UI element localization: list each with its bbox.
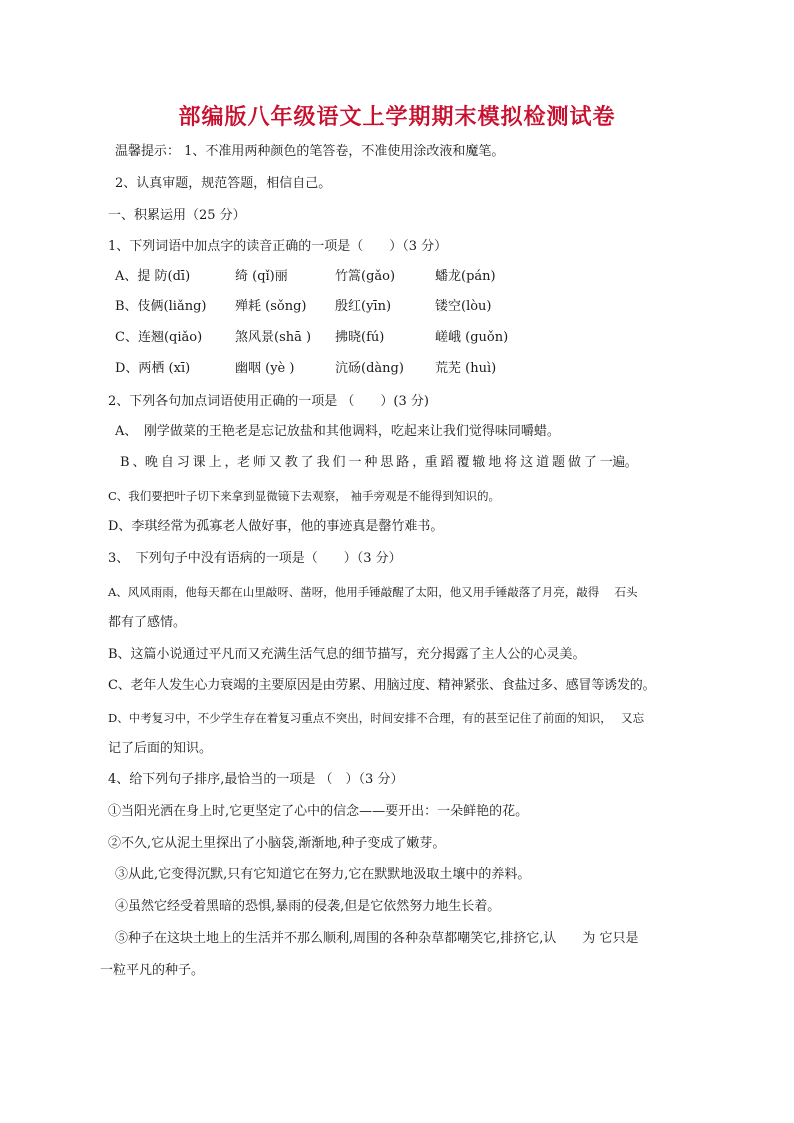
q1-a-1: A、提 防(dī) xyxy=(115,269,191,284)
q4-sentence-5-line1: ⑤种子在这块土地上的生活并不那么顺利,周围的各种杂草都嘲笑它,排挤它,认 为 它只是 xyxy=(115,931,639,946)
q1-option-row-b xyxy=(115,298,555,316)
q1-c-4: 嵯峨 (guǒn) xyxy=(435,330,509,345)
q1-a-2: 绮 (qǐ)丽 xyxy=(235,269,288,284)
q1-option-row-c xyxy=(115,329,555,347)
q1-option-row-d xyxy=(115,360,555,378)
q3-option-a-line2: 都有了感情。 xyxy=(108,615,187,630)
q3-option-a-line1: A、风风雨雨，他每天都在山里敲呀、凿呀，他用手锤敲醒了太阳，他又用手锤敲落了月亮，敲得 石头 xyxy=(108,585,638,599)
q1-c-1: C、连翘(qiǎo) xyxy=(115,330,203,345)
q1-option-row-a xyxy=(115,268,555,286)
q1-d-1: D、两栖 (xī) xyxy=(115,361,191,376)
tip-line-2: 2、认真审题，规范答题，相信自己。 xyxy=(115,176,332,191)
q3-option-c: C、老年人发生心力衰竭的主要原因是由劳累、用脑过度、精神紧张、食盐过多、感冒等诱发的。 xyxy=(108,678,656,693)
q1-stem: 1、下列词语中加点字的读音正确的一项是（ ）（3 分） xyxy=(108,239,448,254)
tip-line-1: 温馨提示： 1、不准用两种颜色的笔答卷，不准使用涂改液和魔笔。 xyxy=(115,144,505,159)
q4-sentence-4: ④虽然它经受着黑暗的恐惧,暴雨的侵袭,但是它依然努力地生长着。 xyxy=(115,899,501,914)
q4-sentence-5-line2: 一粒平凡的种子。 xyxy=(100,963,205,978)
q1-a-3: 竹篙(gǎo) xyxy=(335,269,396,284)
page-title: 部编版八年级语文上学期期末模拟检测试卷 xyxy=(178,105,616,130)
q2-option-d: D、李琪经常为孤寡老人做好事，他的事迹真是罄竹难书。 xyxy=(108,519,444,534)
q1-d-3: 沆砀(dàng) xyxy=(335,361,404,376)
q1-b-2: 殚耗 (sǒng) xyxy=(235,299,307,314)
q1-b-1: B、伎俩(liǎng) xyxy=(115,299,207,314)
q4-stem: 4、给下列句子排序,最恰当的一项是 （ ）（3 分） xyxy=(108,772,404,787)
section-heading: 一、积累运用（25 分） xyxy=(108,208,246,223)
q1-c-2: 煞风景(shā ) xyxy=(235,330,312,345)
q1-c-3: 拂晓(fú) xyxy=(335,330,385,345)
q3-option-b: B、这篇小说通过平凡而又充满生活气息的细节描写，充分揭露了主人公的心灵美。 xyxy=(108,647,586,662)
q1-a-4: 蟠龙(pán) xyxy=(435,269,496,284)
q2-option-c: C、我们要把叶子切下来拿到显微镜下去观察， 袖手旁观是不能得到知识的。 xyxy=(108,489,500,503)
q1-b-3: 殷红(yīn) xyxy=(335,299,392,314)
q1-b-4: 镂空(lòu) xyxy=(435,299,492,314)
q3-option-d-line1: D、中考复习中，不少学生存在着复习重点不突出，时间安排不合理，有的甚至记住了前面的知识， 又忘 xyxy=(108,711,645,725)
q3-option-d-line2: 记了后面的知识。 xyxy=(108,741,213,756)
q2-option-b: B 、晚 自 习 课 上 ，老 师 又 教 了 我 们 一 种 思 路 ，重 蹈 覆 辙 地 将 这 道 题 做 了 一遍。 xyxy=(120,455,638,470)
q4-sentence-1: ①当阳光洒在身上时,它更坚定了心中的信念——要开出：一朵鲜艳的花。 xyxy=(108,804,529,819)
q2-stem: 2、下列各句加点词语使用正确的一项是 （ ）(3 分) xyxy=(108,394,429,409)
q2-option-a: A、 刚学做菜的王艳老是忘记放盐和其他调料，吃起来让我们觉得味同嚼蜡。 xyxy=(115,424,560,439)
q4-sentence-2: ②不久,它从泥土里探出了小脑袋,渐渐地,种子变成了嫩芽。 xyxy=(108,836,446,851)
q4-sentence-3: ③从此,它变得沉默,只有它知道它在努力,它在默默地汲取土壤中的养料。 xyxy=(115,867,531,882)
q1-d-2: 幽咽 (yè ) xyxy=(235,361,295,376)
q3-stem: 3、 下列句子中没有语病的一项是（ ）（3 分） xyxy=(108,551,402,566)
q1-d-4: 荒芜 (huì) xyxy=(435,361,497,376)
